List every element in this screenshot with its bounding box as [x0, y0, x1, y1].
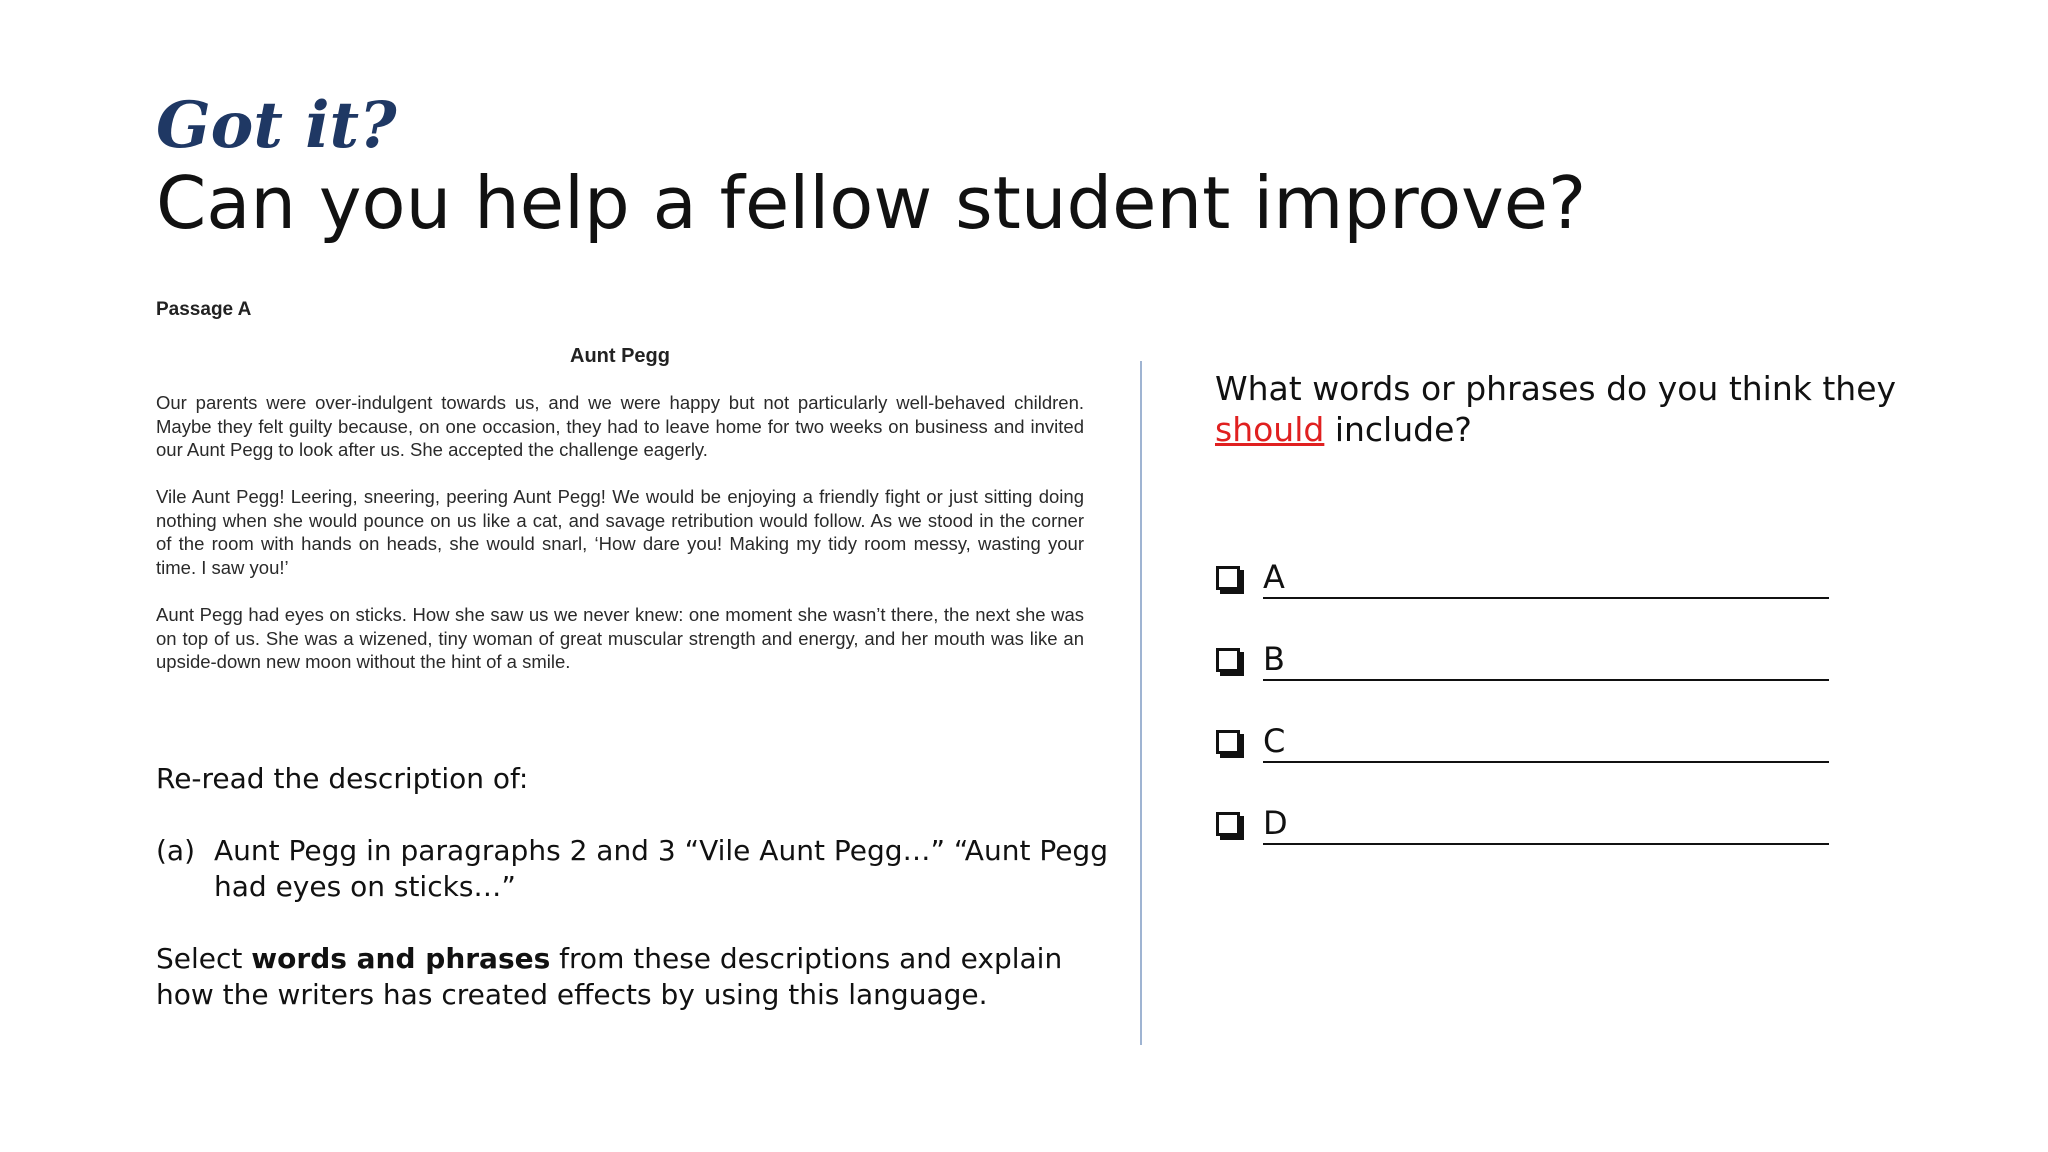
story-title: Aunt Pegg	[570, 345, 670, 367]
prompt-emphasis: should	[1215, 410, 1325, 449]
question-intro: Re-read the description of:	[156, 762, 529, 795]
checkbox-b[interactable]	[1216, 648, 1240, 672]
slide-title: Can you help a fellow student improve?	[156, 161, 1587, 245]
answer-blank-c[interactable]	[1263, 761, 1829, 763]
answer-letter-b: B	[1263, 640, 1285, 678]
slide-kicker: Got it?	[156, 88, 397, 163]
answer-row-b	[1216, 638, 1830, 682]
story-paragraph-3: Aunt Pegg had eyes on sticks. How she saw us we never knew: one moment she wasn’t there, the next she was on top of us. She was a wizened, tiny woman of great muscular strength and energy, and her mouth was like an upside-down new moon without the hint of a smile.	[156, 604, 1084, 673]
column-divider	[1140, 361, 1142, 1045]
checkbox-a[interactable]	[1216, 566, 1240, 590]
answer-blank-a[interactable]	[1263, 597, 1829, 599]
instruction-post: from these descriptions and explain how the writers has created effects by using this language.	[156, 942, 1063, 1011]
story-paragraph-1: Our parents were over-indulgent towards us, and we were happy but not particularly well-behaved children. Maybe they felt guilty because, on one occasion, they had to leave home for two weeks on business and invited our Aunt Pegg to look after us. She accepted the challenge eagerly.	[156, 392, 1084, 461]
question-instruction	[156, 941, 1116, 1013]
answer-letter-d: D	[1263, 804, 1288, 842]
answer-prompt	[1215, 368, 1995, 450]
answer-blank-b[interactable]	[1263, 679, 1829, 681]
answer-row-a	[1216, 556, 1830, 600]
checkbox-d[interactable]	[1216, 812, 1240, 836]
answer-blank-d[interactable]	[1263, 843, 1829, 845]
checkbox-c[interactable]	[1216, 730, 1240, 754]
answer-letter-c: C	[1263, 722, 1286, 760]
passage-heading: Passage A	[156, 299, 252, 320]
prompt-post: include?	[1324, 410, 1472, 449]
prompt-pre: What words or phrases do you think they	[1215, 369, 1897, 408]
answer-row-c	[1216, 720, 1830, 764]
story-paragraph-2: Vile Aunt Pegg! Leering, sneering, peering Aunt Pegg! We would be enjoying a friendly fight or just sitting doing nothing when she would pounce on us like a cat, and savage retribution would follow. As we stood in the corner of the room with hands on heads, she would snarl, ‘How dare you! Making my tidy room messy, wasting your time. I saw you!’	[156, 486, 1084, 578]
question-item-text: Aunt Pegg in paragraphs 2 and 3 “Vile Aunt Pegg…” “Aunt Pegg had eyes on sticks…”	[214, 834, 1108, 903]
answer-letter-a: A	[1263, 558, 1285, 596]
instruction-pre: Select	[156, 942, 252, 975]
instruction-bold: words and phrases	[251, 942, 551, 975]
answer-row-d	[1216, 802, 1830, 846]
question-item-label: (a)	[156, 834, 196, 867]
